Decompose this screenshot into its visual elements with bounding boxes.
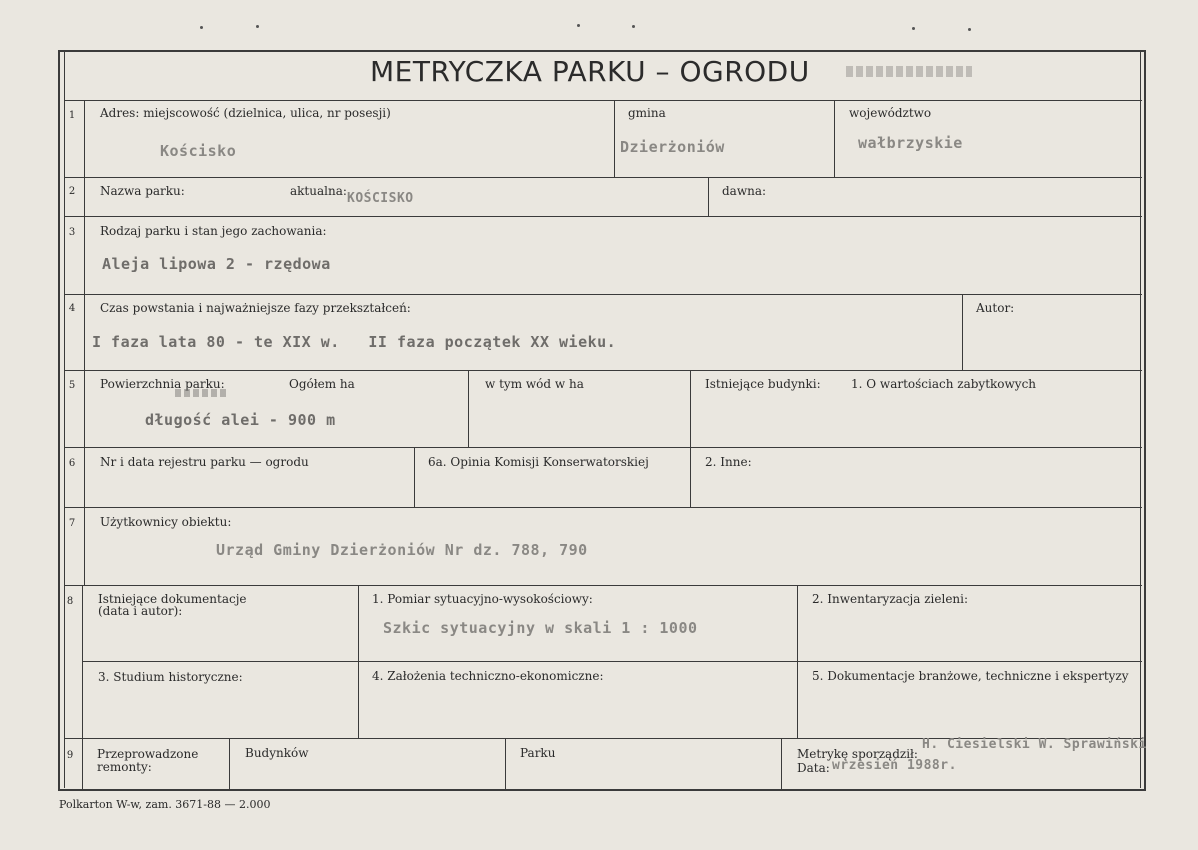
row-number: 1 bbox=[68, 110, 76, 121]
users-value: Urząd Gminy Dzierżoniów Nr dz. 788, 790 bbox=[216, 541, 588, 559]
survey-value: Szkic sytuacyjny w skali 1 : 1000 bbox=[383, 619, 698, 637]
historic-buildings-label: 1. O wartościach zabytkowych bbox=[851, 377, 1037, 391]
printer-footer: Polkarton W-w, zam. 3671-88 — 2.000 bbox=[59, 798, 271, 811]
branch-documentation-label: 5. Dokumentacje branżowe, techniczne i ekspertyzy bbox=[812, 669, 1129, 683]
park-type-value: Aleja lipowa 2 - rzędowa bbox=[102, 255, 331, 273]
former-name-label: dawna: bbox=[722, 184, 767, 198]
typed-strikeover-mark bbox=[175, 389, 227, 397]
survey-label: 1. Pomiar sytuacyjno-wysokościowy: bbox=[372, 592, 593, 606]
typed-strikeover-mark bbox=[846, 66, 972, 77]
punch-dot bbox=[912, 27, 915, 30]
greenery-inventory-label: 2. Inwentaryzacja zieleni: bbox=[812, 592, 969, 606]
register-label: Nr i data rejestru parku — ogrodu bbox=[100, 455, 309, 469]
building-repairs-label: Budynków bbox=[245, 746, 309, 760]
row-number: 6 bbox=[68, 458, 76, 469]
punch-dot bbox=[632, 25, 635, 28]
address-label: Adres: miejscowość (dzielnica, ulica, nr posesji) bbox=[100, 106, 391, 120]
buildings-label: Istniejące budynki: bbox=[705, 377, 821, 391]
water-area-label: w tym wód w ha bbox=[485, 377, 584, 391]
other-buildings-label: 2. Inne: bbox=[705, 455, 752, 469]
area-label: Powierzchnia parku: bbox=[100, 377, 225, 391]
current-name-value: KOŚCISKO bbox=[347, 191, 414, 206]
current-name-label: aktualna: bbox=[290, 184, 347, 198]
author-label: Autor: bbox=[976, 301, 1015, 315]
repairs-sublabel: remonty: bbox=[97, 760, 152, 774]
technical-economic-label: 4. Założenia techniczno-ekonomiczne: bbox=[372, 669, 604, 683]
row-number: 4 bbox=[68, 303, 76, 314]
row-number: 8 bbox=[66, 596, 74, 607]
row-number: 2 bbox=[68, 186, 76, 197]
punch-dot bbox=[200, 26, 203, 29]
gmina-label: gmina bbox=[628, 106, 666, 120]
row-number: 5 bbox=[68, 380, 76, 391]
park-type-label: Rodzaj parku i stan jego zachowania: bbox=[100, 224, 327, 238]
row-number: 9 bbox=[66, 750, 74, 761]
repairs-label: Przeprowadzone bbox=[97, 747, 199, 761]
date-label: Data: bbox=[797, 761, 830, 775]
documents-label: Istniejące dokumentacje bbox=[98, 592, 247, 606]
gmina-value: Dzierżoniów bbox=[620, 138, 725, 156]
prepared-by-value: H. Ciesielski W. Sprawiński bbox=[922, 737, 1147, 752]
form-title: METRYCZKA PARKU – OGRODU bbox=[370, 55, 810, 88]
historical-study-label: 3. Studium historyczne: bbox=[98, 670, 243, 684]
date-value: wrzesień 1988r. bbox=[832, 758, 957, 773]
period-label: Czas powstania i najważniejsze fazy przekształceń: bbox=[100, 301, 411, 315]
address-value: Kościsko bbox=[160, 142, 237, 160]
park-repairs-label: Parku bbox=[520, 746, 556, 760]
punch-dot bbox=[256, 25, 259, 28]
punch-dot bbox=[577, 24, 580, 27]
punch-dot bbox=[968, 28, 971, 31]
period-value: I faza lata 80 - te XIX w. II faza początek XX wieku. bbox=[92, 333, 617, 351]
row-number: 3 bbox=[68, 227, 76, 238]
users-label: Użytkownicy obiektu: bbox=[100, 515, 232, 529]
area-value: długość alei - 900 m bbox=[145, 411, 336, 429]
prepared-by-label: Metrykę sporządził: bbox=[797, 747, 918, 761]
park-name-label: Nazwa parku: bbox=[100, 184, 185, 198]
wojewodztwo-label: województwo bbox=[849, 106, 932, 120]
row-number: 7 bbox=[68, 518, 76, 529]
documents-sublabel: (data i autor): bbox=[98, 604, 183, 618]
wojewodztwo-value: wałbrzyskie bbox=[858, 134, 963, 152]
area-total-label: Ogółem ha bbox=[289, 377, 355, 391]
conservation-opinion-label: 6a. Opinia Komisji Konserwatorskiej bbox=[428, 455, 649, 469]
